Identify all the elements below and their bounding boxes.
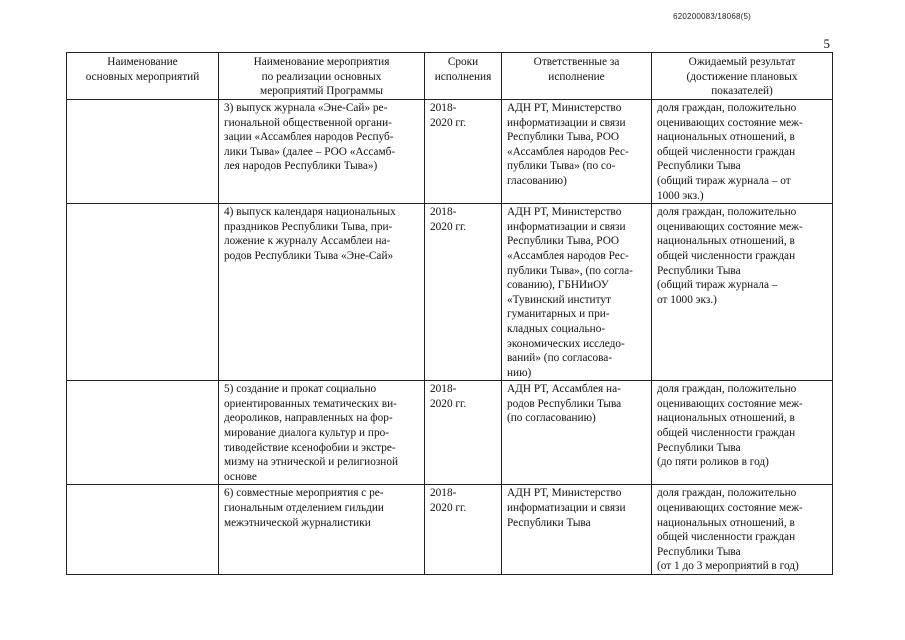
responsible-cell: АДН РТ, Министерство информатизации и связи Республики Тыва, РОО «Ассамблея народов Рес- публики Тыва», (по согла- сованию), ГБНИиОУ «Тувинский институт гуманитарных и при- кладных социально- экономических исследо- ваний» (по согласова- нию): [502, 204, 652, 381]
result-cell: доля граждан, положительно оценивающих состояние меж- национальных отношений, в общей численности граждан Республики Тыва (общий тираж журнала – от 1000 экз.): [652, 100, 833, 204]
period-cell: 2018- 2020 гг.: [425, 381, 502, 485]
table-row: [67, 100, 833, 204]
responsible-cell: АДН РТ, Министерство информатизации и связи Республики Тыва: [502, 485, 652, 575]
measure-cell: 6) совместные мероприятия с ре- гиональным отделением гильдии межэтнической журналистики: [219, 485, 425, 575]
measure-cell: 3) выпуск журнала «Эне-Сай» ре- гиональной общественной органи- зации «Ассамблея народов Респуб- лики Тыва» (далее – РОО «Ассамб- лея народов Республики Тыва»): [219, 100, 425, 204]
measure-cell: 5) создание и прокат социально ориентированных тематических ви- деороликов, направленных на фор- мирование диалога культур и про- тиводействие ксенофобии и экстре- мизму на этнической и религиозной основе: [219, 381, 425, 485]
document-code: 620200083/18068(5): [673, 12, 751, 21]
header-measure-name: Наименование мероприятия по реализации основных мероприятий Программы: [219, 53, 425, 100]
table-row: [67, 381, 833, 485]
period-cell: 2018- 2020 гг.: [425, 485, 502, 575]
main-event-cell: [67, 100, 219, 204]
responsible-cell: АДН РТ, Ассамблея на- родов Республики Тыва (по согласованию): [502, 381, 652, 485]
responsible-cell: АДН РТ, Министерство информатизации и связи Республики Тыва, РОО «Ассамблея народов Рес- публики Тыва» (по со- гласованию): [502, 100, 652, 204]
table-row: [67, 485, 833, 575]
main-event-cell: [67, 381, 219, 485]
header-main-events: Наименование основных мероприятий: [67, 53, 219, 100]
header-responsible: Ответственные за исполнение: [502, 53, 652, 100]
table-row: [67, 204, 833, 381]
result-cell: доля граждан, положительно оценивающих состояние меж- национальных отношений, в общей численности граждан Республики Тыва (от 1 до 3 мероприятий в год): [652, 485, 833, 575]
header-period: Сроки исполнения: [425, 53, 502, 100]
program-measures-table: [66, 52, 833, 575]
table-header-row: [67, 53, 833, 100]
result-cell: доля граждан, положительно оценивающих состояние меж- национальных отношений, в общей численности граждан Республики Тыва (общий тираж журнала – от 1000 экз.): [652, 204, 833, 381]
header-expected-result: Ожидаемый результат (достижение плановых показателей): [652, 53, 833, 100]
result-cell: доля граждан, положительно оценивающих состояние меж- национальных отношений, в общей численности граждан Республики Тыва (до пяти роликов в год): [652, 381, 833, 485]
page-number: 5: [823, 36, 830, 51]
main-event-cell: [67, 204, 219, 381]
main-event-cell: [67, 485, 219, 575]
period-cell: 2018- 2020 гг.: [425, 100, 502, 204]
measure-cell: 4) выпуск календаря национальных праздников Республики Тыва, при- ложение к журналу Ассамблеи на- родов Республики Тыва «Эне-Сай»: [219, 204, 425, 381]
period-cell: 2018- 2020 гг.: [425, 204, 502, 381]
